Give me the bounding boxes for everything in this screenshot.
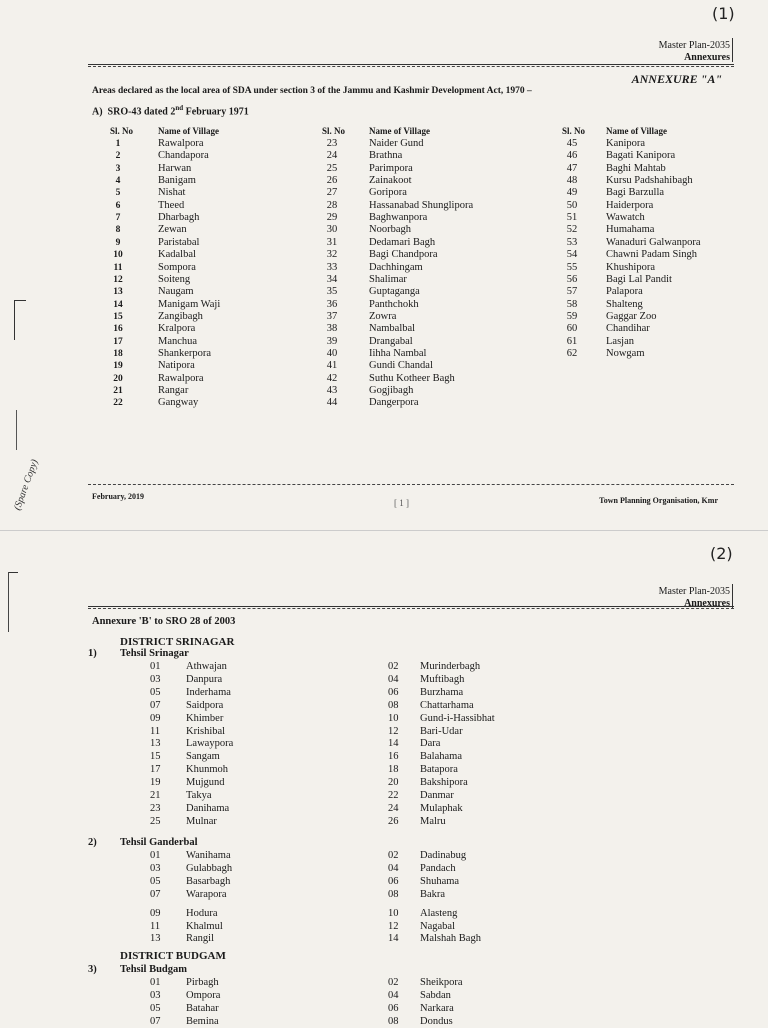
village-sl-no: 29 (326, 212, 338, 224)
sro-line: A) SRO-43 dated 2nd February 1971 (92, 104, 249, 118)
village-sl-no: 51 (566, 212, 578, 224)
village-name: Rawalpora (158, 372, 204, 384)
village-code: 11 (150, 920, 161, 932)
village-sl-no: 54 (566, 249, 578, 261)
village-name: Krishibal (186, 725, 226, 737)
village-name: Sompora (158, 261, 196, 273)
village-sl-no: 33 (326, 261, 338, 273)
header-title-2: Master Plan-2035 (658, 586, 730, 597)
village-code: 20 (388, 777, 399, 789)
village-name: Nishat (158, 187, 186, 199)
village-code: 23 (150, 802, 161, 814)
village-sl-no: 44 (326, 397, 338, 409)
village-code: 03 (150, 989, 161, 1001)
annexure-b-title: Annexure 'B' to SRO 28 of 2003 (92, 616, 236, 627)
village-sl-no: 27 (326, 187, 338, 199)
village-name: Khunmoh (186, 764, 228, 776)
village-sl-no: 50 (566, 199, 578, 211)
village-name: Lasjan (606, 335, 634, 347)
village-code: 07 (150, 699, 161, 711)
village-name: Wanihama (186, 850, 231, 861)
village-name: Sangam (186, 751, 220, 763)
village-name: Rawalpora (158, 138, 204, 149)
village-code: 05 (150, 875, 161, 887)
village-code: 08 (388, 888, 399, 900)
village-code: 22 (388, 790, 399, 801)
col-header-name-3: Name of Village (606, 126, 667, 136)
village-name: Naider Gund (369, 138, 424, 149)
header-rule-2 (88, 66, 734, 67)
village-code: 25 (150, 815, 161, 827)
header-rule-p2 (88, 606, 734, 607)
binding-mark-2 (14, 300, 15, 340)
col-header-sl-1: Sl. No (110, 126, 134, 136)
village-name: Sabdan (420, 989, 451, 1001)
col-header-sl-2: Sl. No (322, 126, 346, 136)
village-name: Banigam (158, 175, 196, 187)
village-code: 06 (388, 1002, 399, 1014)
village-code: 02 (388, 850, 399, 861)
col-header-name-2: Name of Village (369, 126, 430, 136)
village-name: Pirbagh (186, 977, 219, 988)
village-name: Inderhama (186, 686, 231, 698)
village-name: Gund-i-Hassibhat (420, 712, 495, 724)
village-code: 13 (150, 738, 161, 750)
village-sl-no: 35 (326, 286, 338, 298)
village-name: Noorbagh (369, 224, 411, 236)
tehsil-name: Tehsil Ganderbal (120, 837, 198, 848)
col-header-name-1: Name of Village (158, 126, 219, 136)
village-code: 07 (150, 1015, 161, 1027)
village-name: Zainakoot (369, 175, 412, 187)
village-sl-no: 45 (566, 138, 578, 149)
village-name: Dara (420, 738, 441, 750)
village-name: Pandach (420, 862, 456, 874)
village-name: Khimber (186, 712, 224, 724)
village-name: Warapora (186, 888, 227, 900)
village-code: 14 (388, 738, 399, 750)
footer-rule (88, 484, 734, 485)
village-name: Bagi Chandpora (369, 249, 438, 261)
village-sl-no: 40 (326, 347, 338, 359)
village-sl-no: 30 (326, 224, 338, 236)
village-code: 03 (150, 862, 161, 874)
header-rule-p2b (88, 608, 734, 609)
village-name: Gaggar Zoo (606, 310, 657, 322)
village-name: Iihha Nambal (369, 347, 427, 359)
village-sl-no: 36 (326, 298, 338, 310)
village-name: Dedamari Bagh (369, 236, 436, 248)
village-name: Ompora (186, 989, 221, 1001)
village-name: Burzhama (420, 686, 464, 698)
village-sl-no: 56 (566, 273, 578, 285)
village-name: Batapora (420, 764, 458, 776)
page-number-mark-2: (2) (710, 544, 733, 563)
village-sl-no: 32 (326, 249, 338, 261)
village-sl-no: 53 (566, 236, 578, 248)
district-budgam: DISTRICT BUDGAM (120, 950, 226, 962)
binding-mark-5 (8, 572, 9, 632)
village-code: 02 (388, 977, 399, 988)
village-name: Mujgund (186, 777, 225, 789)
village-name: Panthchokh (369, 298, 419, 310)
village-sl-no: 8 (115, 225, 121, 236)
village-code: 05 (150, 686, 161, 698)
village-name: Bagi Lal Pandit (606, 273, 672, 285)
village-name: Parimpora (369, 162, 413, 174)
village-sl-no: 20 (113, 373, 123, 384)
header-bar-2 (732, 584, 733, 608)
village-code: 16 (388, 751, 399, 763)
village-name: Chattarhama (420, 699, 474, 711)
village-sl-no: 39 (326, 335, 338, 347)
village-sl-no: 4 (115, 176, 121, 187)
village-sl-no: 23 (326, 138, 338, 149)
village-code: 10 (388, 712, 399, 724)
village-name: Balahama (420, 751, 462, 763)
village-code: 09 (150, 712, 161, 724)
village-name: Malshah Bagh (420, 933, 481, 945)
village-name: Dangerpora (369, 397, 419, 409)
village-code: 04 (388, 862, 399, 874)
village-code: 05 (150, 1002, 161, 1014)
village-code: 07 (150, 888, 161, 900)
village-sl-no: 17 (113, 336, 123, 347)
village-code: 13 (150, 933, 161, 945)
village-sl-no: 13 (113, 287, 123, 298)
footer-center: [ 1 ] (394, 498, 409, 508)
village-name: Nambalbal (369, 323, 416, 335)
village-name: Natipora (158, 360, 195, 372)
village-sl-no: 24 (326, 150, 338, 162)
village-sl-no: 18 (113, 348, 123, 359)
village-name: Alasteng (420, 907, 458, 919)
village-name: Bemina (186, 1015, 219, 1027)
village-name: Nowgam (606, 347, 645, 359)
village-code: 12 (388, 920, 399, 932)
village-code: 17 (150, 764, 161, 776)
village-name: Kralpora (158, 323, 196, 335)
village-name: Nagabal (420, 920, 455, 932)
village-sl-no: 19 (113, 361, 123, 372)
village-sl-no: 26 (326, 175, 338, 187)
village-name: Gogjibagh (369, 385, 414, 396)
village-code: 19 (150, 777, 161, 789)
village-sl-no: 43 (326, 385, 338, 396)
header-rule (88, 64, 734, 65)
village-code: 18 (388, 764, 399, 776)
village-sl-no: 10 (113, 250, 123, 261)
village-name: Suthu Kotheer Bagh (369, 372, 455, 384)
village-name: Danpura (186, 673, 223, 685)
village-name: Bagi Barzulla (606, 187, 665, 199)
village-name: Rangil (186, 933, 214, 945)
footer-left: February, 2019 (92, 492, 144, 501)
village-name: Wanaduri Galwanpora (606, 236, 701, 248)
village-sl-no: 61 (566, 335, 578, 347)
village-name: Palapora (606, 286, 643, 298)
village-name: Drangabal (369, 335, 413, 347)
village-name: Baghi Mahtab (606, 162, 666, 174)
village-sl-no: 6 (115, 200, 121, 211)
village-sl-no: 37 (326, 310, 338, 322)
village-name: Theed (158, 199, 185, 211)
village-sl-no: 42 (326, 372, 338, 384)
binding-mark-4 (8, 572, 18, 573)
village-name: Murinderbagh (420, 661, 481, 672)
village-name: Hodura (186, 907, 218, 919)
handwritten-margin-note: (Spare Copy) (12, 457, 41, 512)
village-name: Danmar (420, 790, 454, 801)
village-sl-no: 58 (566, 298, 578, 310)
village-code: 14 (388, 933, 399, 945)
village-sl-no: 28 (326, 199, 338, 211)
village-sl-no: 55 (566, 261, 578, 273)
village-name: Lawaypora (186, 738, 234, 750)
village-code: 26 (388, 815, 399, 827)
village-code: 08 (388, 1015, 399, 1027)
village-name: Hassanabad Shunglipora (369, 199, 474, 211)
footer-right: Town Planning Organisation, Kmr (599, 496, 718, 505)
village-sl-no: 52 (566, 224, 578, 236)
village-name: Naugam (158, 286, 194, 298)
village-name: Batahar (186, 1002, 219, 1014)
binding-mark-3 (16, 410, 17, 450)
village-name: Haiderpora (606, 199, 654, 211)
village-sl-no: 11 (113, 262, 123, 273)
village-code: 04 (388, 989, 399, 1001)
village-sl-no: 3 (115, 163, 121, 174)
page-number-mark-1: (1) (712, 4, 735, 23)
village-name: Shalimar (369, 273, 407, 285)
village-sl-no: 22 (113, 398, 123, 409)
village-name: Manigam Waji (158, 298, 221, 310)
village-code: 08 (388, 699, 399, 711)
village-sl-no: 49 (566, 187, 578, 199)
village-name: Shuhama (420, 875, 460, 887)
village-name: Kadalbal (158, 249, 196, 261)
village-name: Khushipora (606, 261, 655, 273)
village-name: Shalteng (606, 298, 643, 310)
village-name: Mulnar (186, 815, 217, 827)
village-sl-no: 7 (115, 213, 121, 224)
village-name: Athwajan (186, 661, 227, 672)
header-title: Master Plan-2035 (658, 40, 730, 51)
village-sl-no: 14 (113, 299, 123, 310)
tehsil-number: 3) (88, 964, 97, 975)
page-separator (0, 530, 768, 531)
header-subtitle-2: Annexures (684, 598, 730, 609)
village-sl-no: 25 (326, 162, 338, 174)
village-code: 06 (388, 686, 399, 698)
village-name: Chandapora (158, 150, 209, 162)
village-code: 10 (388, 907, 399, 919)
village-name: Danihama (186, 802, 230, 814)
village-sl-no: 59 (566, 310, 578, 322)
village-name: Chawni Padam Singh (606, 249, 697, 261)
village-name: Mulaphak (420, 802, 463, 814)
village-name: Zewan (158, 224, 187, 236)
binding-mark-1 (14, 300, 26, 301)
village-sl-no: 1 (115, 139, 121, 149)
tehsil-number: 1) (88, 648, 97, 659)
village-sl-no: 46 (566, 150, 578, 162)
village-code: 01 (150, 661, 161, 672)
village-name: Zangibagh (158, 310, 203, 322)
village-name: Saidpora (186, 699, 224, 711)
village-sl-no: 9 (115, 237, 121, 248)
village-sl-no: 41 (326, 360, 338, 372)
village-name: Zowra (369, 310, 397, 322)
village-name: Gundi Chandal (369, 360, 433, 372)
tehsil-name: Tehsil Budgam (120, 964, 188, 975)
village-name: Brathna (369, 150, 403, 162)
village-code: 02 (388, 661, 399, 672)
village-name: Bagati Kanipora (606, 150, 676, 162)
village-sl-no: 12 (113, 274, 123, 285)
village-name: Takya (186, 790, 212, 801)
village-name: Rangar (158, 385, 189, 396)
village-code: 06 (388, 875, 399, 887)
village-sl-no: 16 (113, 324, 123, 335)
village-name: Humahama (606, 224, 655, 236)
village-name: Khalmul (186, 920, 223, 932)
village-name: Bari-Udar (420, 725, 463, 737)
village-name: Shankerpora (158, 347, 212, 359)
village-code: 01 (150, 977, 161, 988)
col-header-sl-3: Sl. No (562, 126, 586, 136)
village-name: Gangway (158, 397, 199, 409)
village-code: 24 (388, 802, 399, 814)
village-code: 15 (150, 751, 161, 763)
village-name: Sheikpora (420, 977, 463, 988)
village-name: Paristabal (158, 236, 200, 248)
village-name: Dharbagh (158, 212, 200, 224)
village-sl-no: 57 (566, 286, 578, 298)
village-name: Dondus (420, 1015, 453, 1027)
village-name: Chandihar (606, 323, 650, 335)
village-name: Kursu Padshahibagh (606, 175, 693, 187)
village-name: Malru (420, 815, 446, 827)
district-srinagar: DISTRICT SRINAGAR (120, 636, 235, 648)
village-code: 09 (150, 907, 161, 919)
village-name: Soiteng (158, 273, 191, 285)
intro-text: Areas declared as the local area of SDA under section 3 of the Jammu and Kashmir Development Act, 1970 – (92, 86, 532, 96)
village-code: 03 (150, 673, 161, 685)
village-code: 21 (150, 790, 161, 801)
village-name: Manchua (158, 335, 198, 347)
village-sl-no: 62 (566, 347, 578, 359)
village-name: Gulabbagh (186, 862, 233, 874)
annexure-title: ANNEXURE "A" (631, 72, 722, 86)
village-name: Goripora (369, 187, 407, 199)
village-name: Narkara (420, 1002, 454, 1014)
village-name: Muftibagh (420, 673, 465, 685)
village-sl-no: 2 (115, 151, 121, 162)
village-sl-no: 60 (566, 323, 578, 335)
village-name: Bakshipora (420, 777, 468, 789)
village-sl-no: 15 (113, 311, 123, 322)
village-name: Wawatch (606, 212, 645, 224)
tehsil-number: 2) (88, 837, 97, 848)
village-name: Bakra (420, 888, 446, 900)
village-name: Kanipora (606, 138, 646, 149)
tehsil-name: Tehsil Srinagar (120, 648, 189, 659)
header-subtitle: Annexures (684, 52, 730, 63)
village-sl-no: 21 (113, 386, 123, 396)
village-name: Harwan (158, 162, 192, 174)
header-bar (732, 38, 733, 62)
village-name: Dachhingam (369, 261, 423, 273)
village-code: 11 (150, 725, 161, 737)
village-name: Guptaganga (369, 286, 420, 298)
village-name: Basarbagh (186, 875, 231, 887)
village-code: 01 (150, 850, 161, 861)
village-code: 04 (388, 673, 399, 685)
village-code: 12 (388, 725, 399, 737)
village-sl-no: 48 (566, 175, 578, 187)
village-sl-no: 47 (566, 162, 578, 174)
village-sl-no: 31 (326, 236, 338, 248)
village-sl-no: 5 (115, 188, 121, 199)
village-name: Baghwanpora (369, 212, 428, 224)
village-name: Dadinabug (420, 850, 467, 861)
village-sl-no: 38 (326, 323, 338, 335)
village-sl-no: 34 (326, 273, 338, 285)
